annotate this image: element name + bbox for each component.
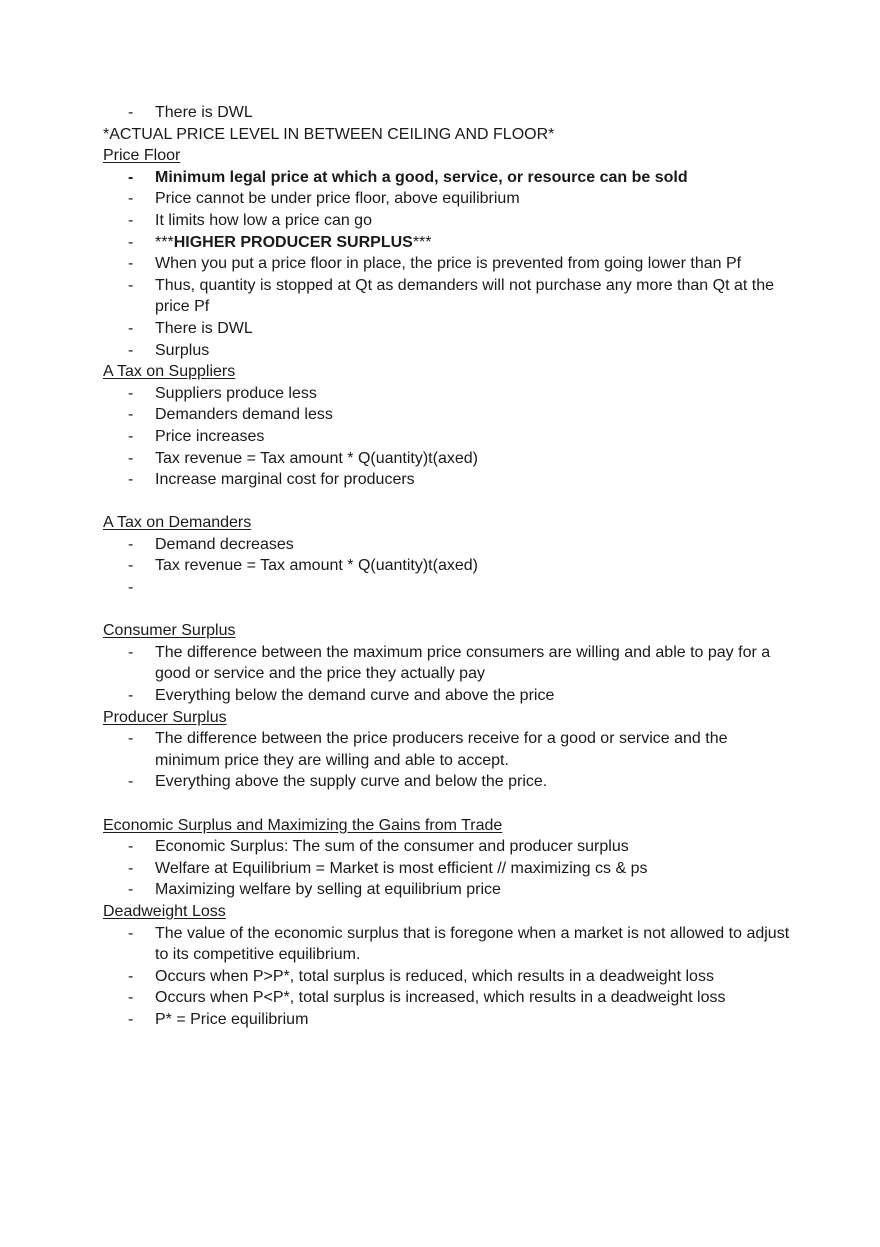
list-item (103, 253, 793, 275)
blank-line (103, 793, 793, 815)
section-heading: A Tax on Demanders (103, 514, 252, 532)
bullet-dash: - (128, 1010, 134, 1028)
list-item (103, 685, 793, 707)
bullet-dash: - (128, 384, 134, 402)
list-item-text: It limits how low a price can go (155, 211, 372, 229)
list-item-text: Increase marginal cost for producers (155, 471, 415, 489)
list-item-text: Everything above the supply curve and below the price. (155, 773, 548, 791)
list-item-text: Maximizing welfare by selling at equilibrium price (155, 881, 501, 899)
bullet-dash: - (128, 924, 134, 942)
list-item (103, 858, 793, 880)
list-item (103, 340, 793, 362)
list-item-text: Occurs when P>P*, total surplus is reduced, which results in a deadweight loss (155, 967, 714, 985)
bullet-dash: - (128, 319, 134, 337)
section-heading: Price Floor (103, 147, 181, 165)
bullet-dash: - (128, 211, 134, 229)
bullet-dash: - (128, 643, 134, 661)
bullet-dash: - (128, 190, 134, 208)
list-item-text: Price increases (155, 427, 265, 445)
list-item-text: Tax revenue = Tax amount * Q(uantity)t(axed) (155, 449, 478, 467)
list-item (103, 577, 793, 599)
list-item-text: Economic Surplus: The sum of the consumer and producer surplus (155, 838, 629, 856)
list-item (103, 469, 793, 491)
bullet-dash: - (128, 773, 134, 791)
list-item-text: Surplus (155, 341, 210, 359)
section-heading: Economic Surplus and Maximizing the Gains from Trade (103, 816, 503, 834)
list-item-text: The difference between the maximum price consumers are willing and able to pay for a good or service and the price they actually pay (155, 643, 771, 683)
list-item (103, 167, 793, 189)
bullet-dash: - (128, 579, 134, 597)
list-item-text: Minimum legal price at which a good, service, or resource can be sold (155, 168, 688, 186)
list-item-text: Demand decreases (155, 535, 294, 553)
emphasis-text: HIGHER PRODUCER SURPLUS (173, 233, 413, 251)
bullet-dash: - (128, 535, 134, 553)
list-item-text: The value of the economic surplus that is foregone when a market is not allowed to adjust to its competitive equilibrium. (155, 924, 790, 964)
list-item (103, 836, 793, 858)
list-item (103, 404, 793, 426)
bullet-dash: - (128, 255, 134, 273)
blank-line (103, 491, 793, 513)
list-item-text: There is DWL (155, 319, 253, 337)
bullet-dash: - (128, 449, 134, 467)
list-item-text: Welfare at Equilibrium = Market is most efficient // maximizing cs & ps (155, 859, 648, 877)
list-item-text: Price cannot be under price floor, above equilibrium (155, 190, 520, 208)
list-item-text: Thus, quantity is stopped at Qt as demanders will not purchase any more than Qt at the price Pf (155, 276, 774, 316)
list-item (103, 318, 793, 340)
section-heading: Deadweight Loss (103, 902, 226, 920)
note-line: *ACTUAL PRICE LEVEL IN BETWEEN CEILING AND FLOOR* (103, 125, 555, 143)
list-item (103, 232, 793, 254)
list-item-text: Occurs when P<P*, total surplus is increased, which results in a deadweight loss (155, 989, 726, 1007)
bullet-dash: - (128, 881, 134, 899)
bullet-dash: - (128, 557, 134, 575)
list-item (103, 448, 793, 470)
list-item (103, 426, 793, 448)
list-item (103, 923, 793, 966)
blank-line (103, 599, 793, 621)
section-heading: Consumer Surplus (103, 622, 236, 640)
list-item-text: Everything below the demand curve and above the price (155, 687, 555, 705)
list-item-text: There is DWL (155, 104, 253, 121)
list-item-text: P* = Price equilibrium (155, 1010, 309, 1028)
list-item (103, 1009, 793, 1031)
list-item (103, 555, 793, 577)
bullet-dash: - (128, 406, 134, 424)
list-item-text: Suppliers produce less (155, 384, 317, 402)
bullet-dash: - (128, 168, 134, 186)
list-item (103, 188, 793, 210)
list-item (103, 879, 793, 901)
bullet-dash: - (128, 341, 134, 359)
bullet-dash: - (128, 427, 134, 445)
list-item (103, 966, 793, 988)
list-item-text: When you put a price floor in place, the price is prevented from going lower than Pf (155, 255, 742, 273)
list-item-text (155, 234, 432, 251)
list-item (103, 383, 793, 405)
emphasis-suffix: *** (412, 233, 432, 251)
bullet-dash: - (128, 687, 134, 705)
list-item (103, 534, 793, 556)
bullet-dash: - (128, 838, 134, 856)
section-heading: Producer Surplus (103, 708, 227, 726)
list-item (103, 275, 793, 318)
bullet-dash: - (128, 104, 134, 121)
bullet-dash: - (128, 276, 134, 294)
bullet-dash: - (128, 233, 134, 251)
bullet-dash: - (128, 471, 134, 489)
bullet-dash: - (128, 967, 134, 985)
bullet-dash: - (128, 730, 134, 748)
list-item (103, 642, 793, 685)
list-item-text: Demanders demand less (155, 406, 333, 424)
list-item (103, 987, 793, 1009)
emphasis-prefix: *** (155, 233, 174, 251)
list-item (103, 210, 793, 232)
bullet-dash: - (128, 859, 134, 877)
bullet-dash: - (128, 989, 134, 1007)
list-item (103, 102, 793, 124)
list-item-text: Tax revenue = Tax amount * Q(uantity)t(axed) (155, 557, 478, 575)
list-item (103, 771, 793, 793)
list-item (103, 728, 793, 771)
section-heading: A Tax on Suppliers (103, 363, 236, 381)
list-item-text: The difference between the price producers receive for a good or service and the minimum price they are willing and able to accept. (155, 730, 728, 769)
document-page (103, 102, 793, 1031)
